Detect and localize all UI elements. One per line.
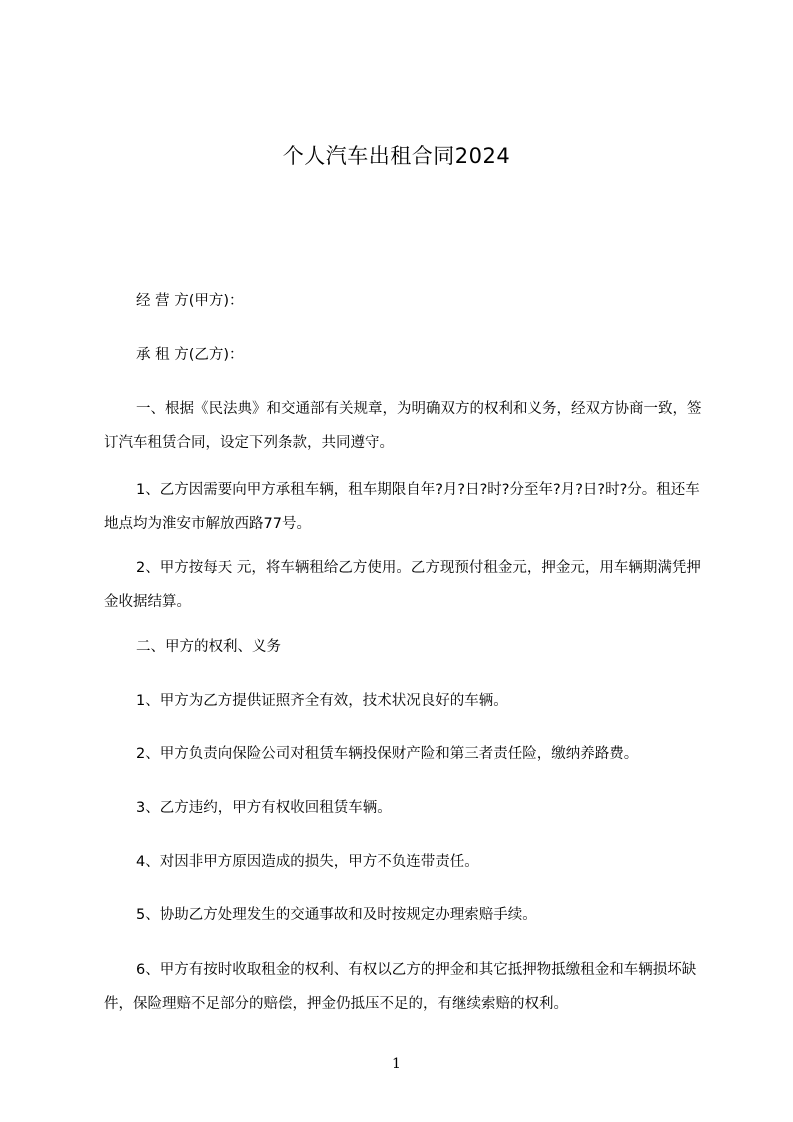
paragraph-lessee: 承 租 方(乙方)： xyxy=(136,347,244,363)
paragraph-duty-1: 1、甲方为乙方提供证照齐全有效，技术状况良好的车辆。 xyxy=(136,693,508,709)
paragraph-duty-3: 3、乙方违约，甲方有权收回租赁车辆。 xyxy=(136,800,392,816)
paragraph-duty-2: 2、甲方负责向保险公司对租赁车辆投保财产险和第三者责任险，缴纳养路费。 xyxy=(136,746,639,762)
paragraph-duty-5: 5、协助乙方处理发生的交通事故和及时按规定办理索赔手续。 xyxy=(136,907,537,923)
paragraph-duty-6: 6、甲方有按时收取租金的权利、有权以乙方的押金和其它抵押物抵缴租金和车辆损坏缺件，保险理赔不足部分的赔偿，押金仍抵压不足的，有继续索赔的权利。 xyxy=(104,962,697,1012)
document-title: 个人汽车出租合同2024 xyxy=(282,144,511,168)
page-number: 1 xyxy=(392,1056,401,1072)
paragraph-clause-1: 1、乙方因需要向甲方承租车辆，租车期限自年?月?日?时?分至年?月?日?时?分。租还车地点均为淮安市解放西路77号。 xyxy=(104,482,700,532)
paragraph-lessor: 经 营 方(甲方)： xyxy=(136,293,244,309)
paragraph-duty-4: 4、对因非甲方原因造成的损失，甲方不负连带责任。 xyxy=(136,854,479,870)
paragraph-clause-2: 2、甲方按每天 元，将车辆租给乙方使用。乙方现预付租金元，押金元，用车辆期满凭押金收据结算。 xyxy=(104,560,701,610)
heading-section-2: 二、甲方的权利、义务 xyxy=(136,639,281,655)
paragraph-section-1: 一、根据《民法典》和交通部有关规章，为明确双方的权利和义务，经双方协商一致，签订汽车租赁合同，设定下列条款，共同遵守。 xyxy=(104,401,702,451)
